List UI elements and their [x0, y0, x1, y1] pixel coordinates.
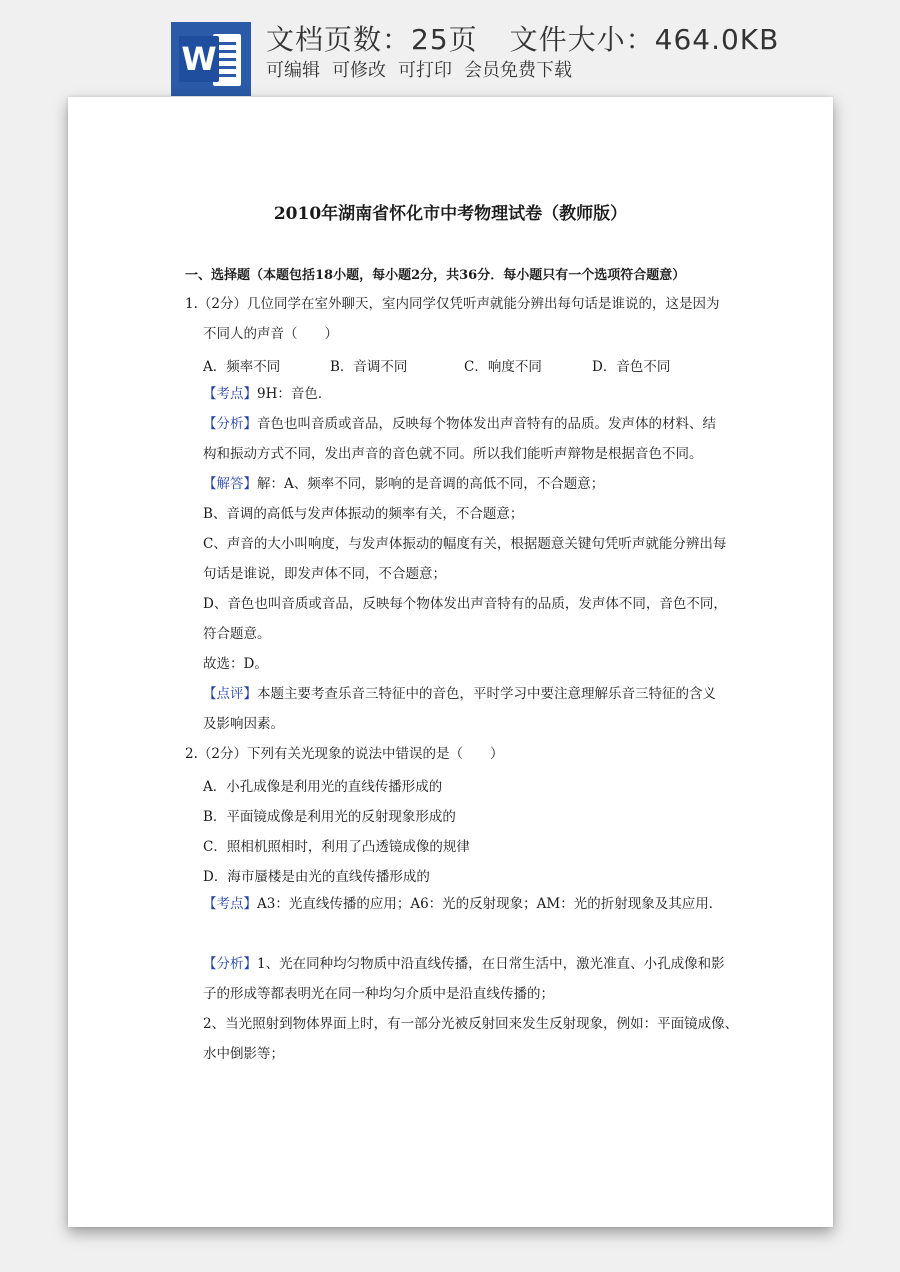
- q2-kaodian: [203, 895, 722, 913]
- q1-jieda-line4: 句话是谁说，即发声体不同，不合题意；: [203, 566, 446, 582]
- q1-kaodian: [203, 385, 331, 403]
- q2-fenxi-line4: 水中倒影等；: [203, 1046, 284, 1062]
- q1-fenxi-line1: [203, 415, 716, 433]
- q1-option-c: C．响度不同: [464, 359, 542, 375]
- kaodian-tag: 【考点】: [203, 386, 257, 402]
- q1-jieda-line6: 符合题意。: [203, 626, 271, 642]
- section-heading: 一、选择题（本题包括18小题，每小题2分，共36分．每小题只有一个选项符合题意）: [185, 268, 686, 283]
- file-size: 文件大小：464.0KB: [509, 23, 780, 56]
- fenxi-tag: 【分析】: [203, 956, 257, 972]
- q1-dianping-line2: 及影响因素。: [203, 716, 284, 732]
- feature-list: [266, 56, 572, 82]
- file-info-title: [266, 18, 779, 58]
- fenxi-tag: 【分析】: [203, 416, 257, 432]
- kaodian-text: A3：光直线传播的应用；A6：光的反射现象；AM：光的折射现象及其应用．: [257, 896, 723, 912]
- q2-option-d: D．海市蜃楼是由光的直线传播形成的: [203, 869, 430, 885]
- q1-option-a: A．频率不同: [203, 359, 281, 375]
- q2-fenxi-line3: 2、当光照射到物体界面上时，有一部分光被反射回来发生反射现象，例如：平面镜成像、: [203, 1016, 739, 1032]
- q2-option-a: A．小孔成像是利用光的直线传播形成的: [203, 779, 443, 795]
- kaodian-tag: 【考点】: [203, 896, 257, 912]
- document-page: [68, 97, 833, 1227]
- q1-answer: 故选：D。: [203, 656, 268, 672]
- jieda-text: 解：A、频率不同，影响的是音调的高低不同，不合题意；: [257, 476, 605, 492]
- document-title: 2010年湖南省怀化市中考物理试卷（教师版）: [273, 204, 628, 224]
- dianping-tag: 【点评】: [203, 686, 257, 702]
- fenxi-text: 音色也叫音质或音品，反映每个物体发出声音特有的品质。发声体的材料、结: [257, 416, 716, 432]
- feature-item: 可打印: [398, 60, 452, 81]
- q1-jieda-line5: D、音色也叫音质或音品，反映每个物体发出声音特有的品质，发声体不同，音色不同，: [203, 596, 727, 612]
- q1-option-b: B．音调不同: [330, 359, 408, 375]
- q1-dianping-line1: [203, 685, 716, 703]
- download-header: [0, 0, 900, 100]
- q2-option-c: C．照相机照相时，利用了凸透镜成像的规律: [203, 839, 470, 855]
- q1-option-d: D．音色不同: [592, 359, 671, 375]
- word-letter-badge: W: [179, 36, 219, 82]
- fenxi-text: 1、光在同种均匀物质中沿直线传播，在日常生活中，激光准直、小孔成像和影: [257, 956, 725, 972]
- feature-item: 可修改: [332, 60, 386, 81]
- q1-jieda-line3: C、声音的大小叫响度，与发声体振动的幅度有关，根据题意关键句凭听声就能分辨出每: [203, 536, 727, 552]
- dianping-text: 本题主要考查乐音三特征中的音色，平时学习中要注意理解乐音三特征的含义: [257, 686, 716, 702]
- question-1-stem: 1.（2分）几位同学在室外聊天，室内同学仅凭听声就能分辨出每句话是谁说的，这是因为: [185, 296, 720, 312]
- jieda-tag: 【解答】: [203, 476, 257, 492]
- feature-item: 可编辑: [266, 60, 320, 81]
- feature-item: 会员免费下载: [464, 60, 572, 81]
- kaodian-text: 9H：音色．: [257, 386, 332, 402]
- q2-fenxi-line2: 子的形成等都表明光在同一种均匀介质中是沿直线传播的；: [203, 986, 554, 1002]
- q1-jieda-line2: B、音调的高低与发声体振动的频率有关，不合题意；: [203, 506, 524, 522]
- question-2-stem: 2.（2分）下列有关光现象的说法中错误的是（ ）: [185, 746, 504, 762]
- page-count: 文档页数：25页: [266, 23, 478, 56]
- word-document-icon: [171, 22, 251, 96]
- q1-jieda-line1: [203, 475, 604, 493]
- question-1-stem-cont: 不同人的声音（ ）: [203, 326, 338, 342]
- q2-option-b: B．平面镜成像是利用光的反射现象形成的: [203, 809, 456, 825]
- q1-fenxi-line2: 构和振动方式不同，发出声音的音色就不同。所以我们能听声辩物是根据音色不同。: [203, 446, 703, 462]
- q2-fenxi-line1: [203, 955, 725, 973]
